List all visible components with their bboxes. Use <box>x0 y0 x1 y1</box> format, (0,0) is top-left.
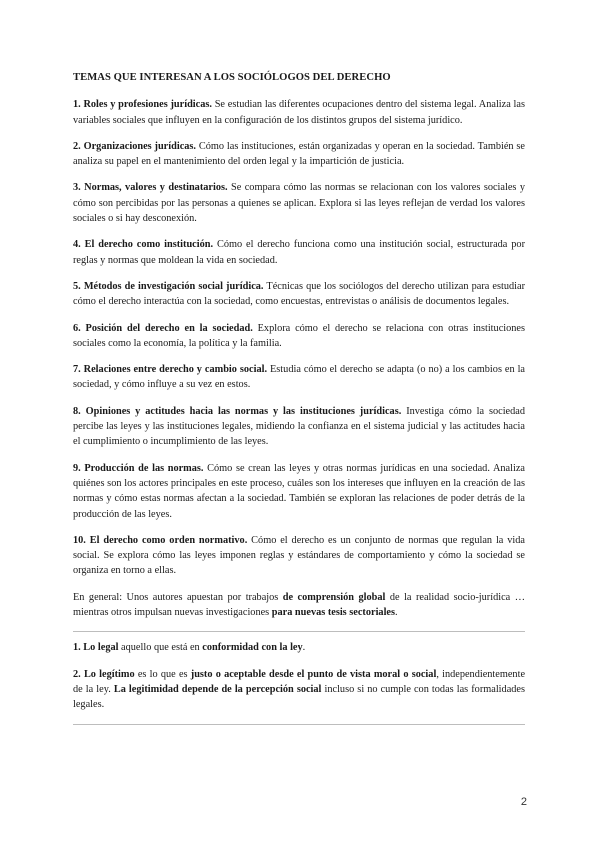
topic-paragraph <box>73 279 525 310</box>
topic-body: Se compara cómo las normas se relacionan con los valores sociales y cómo son percibidas por las personas a quienes se aplican. Explora si las leyes reflejan de verdad los valores sociales o si hay desconexión. <box>73 182 525 225</box>
topic-heading: 2. Organizaciones jurídicas. <box>73 140 197 152</box>
topic-heading: 4. El derecho como institución. <box>73 239 214 251</box>
legitimo-text-1: es lo que es <box>134 668 191 680</box>
topic-heading: 5. Métodos de investigación social jurídica. <box>73 280 264 292</box>
topic-body: Investiga cómo la sociedad percibe las leyes y las instituciones legales, midiendo la confianza en el sistema judicial y las actitudes hacia el cumplimiento o incumplimiento de las leyes. <box>73 405 525 448</box>
topics-list <box>73 97 525 578</box>
topic-heading: 10. El derecho como orden normativo. <box>73 534 248 546</box>
general-text-3: . <box>395 607 398 619</box>
topic-body: Explora cómo el derecho se relaciona con otras instituciones sociales como la economía, la política y la familia. <box>73 322 525 349</box>
topic-paragraph <box>73 97 525 128</box>
divider-1 <box>73 631 525 632</box>
legitimo-bold-3: La legitimidad depende de la percepción social <box>113 683 322 695</box>
topic-paragraph <box>73 321 525 352</box>
legitimo-text-3: incluso si no cumple con todas las formalidades legales. <box>73 683 525 711</box>
topic-body: Cómo el derecho es un conjunto de normas que regulan la vida social. Se explora cómo las leyes imponen reglas y estándares de comportamiento y cómo la sociedad se organiza en torno a ellas. <box>73 534 525 577</box>
topic-body: Cómo las instituciones, están organizadas y operan en la sociedad. También se analiza su papel en el mantenimiento del orden legal y la impartición de justicia. <box>73 140 526 168</box>
topic-body: Se estudian las diferentes ocupaciones dentro del sistema legal. Analiza las variables sociales que influyen en la configuración de los distintos grupos del sistema jurídico. <box>73 99 525 126</box>
topic-heading: 6. Posición del derecho en la sociedad. <box>73 322 253 334</box>
topic-body: Cómo se crean las leyes y otras normas jurídicas en una sociedad. Analiza quiénes son los actores principales en este proceso, cuáles son los intereses que influyen en la creación de las normas y cómo estas normas afectan a la sociedad. También se exploran las relaciones de poder detrás de la producción de las leyes. <box>73 462 525 520</box>
topic-heading: 3. Normas, valores y destinatarios. <box>73 182 228 194</box>
legitimo-bold-1: 2. Lo legítimo <box>73 668 135 680</box>
topic-paragraph <box>73 533 525 579</box>
topic-body: Técnicas que los sociólogos del derecho utilizan para estudiar cómo el derecho interactúa con la sociedad, como encuestas, entrevistas o análisis de documentos legales. <box>73 280 525 308</box>
legal-bold-1: 1. Lo legal <box>73 642 119 654</box>
legitimo-paragraph <box>73 667 525 713</box>
divider-2 <box>73 724 525 725</box>
legal-paragraph <box>73 640 525 655</box>
legal-text-2: . <box>302 642 306 654</box>
topic-paragraph <box>73 461 525 522</box>
topic-paragraph <box>73 362 525 393</box>
topic-heading: 9. Producción de las normas. <box>73 462 204 474</box>
general-paragraph <box>73 590 525 621</box>
topic-body: Estudia cómo el derecho se adapta (o no) a los cambios en la sociedad, y cómo influye a su vez en estos. <box>73 364 526 391</box>
topic-heading: 1. Roles y profesiones jurídicas. <box>73 99 212 111</box>
document-page <box>73 70 525 733</box>
general-text-1: En general: Unos autores apuestan por trabajos <box>73 591 283 603</box>
topic-paragraph <box>73 404 525 450</box>
general-bold-1: de comprensión global <box>282 591 386 603</box>
legal-bold-2: conformidad con la ley <box>202 642 303 654</box>
legal-text-1: aquello que está en <box>118 642 203 654</box>
document-title: TEMAS QUE INTERESAN A LOS SOCIÓLOGOS DEL DERECHO <box>73 72 391 83</box>
legitimo-text-2: , independientemente de la ley. <box>73 668 526 695</box>
general-text-2: de la realidad socio-jurídica …mientras otros impulsan nuevas investigaciones <box>73 591 526 619</box>
topic-paragraph <box>73 180 525 226</box>
topic-heading: 7. Relaciones entre derecho y cambio social. <box>73 364 268 376</box>
topic-paragraph <box>73 139 525 170</box>
page-number: 2 <box>520 796 527 808</box>
topic-heading: 8. Opiniones y actitudes hacia las normas y las instituciones jurídicas. <box>73 405 402 417</box>
general-bold-2: para nuevas tesis sectoriales <box>271 607 396 619</box>
legitimo-bold-2: justo o aceptable desde el punto de vista moral o social <box>190 668 437 680</box>
topic-paragraph <box>73 237 525 268</box>
topic-body: Cómo el derecho funciona como una institución social, estructurada por reglas y normas que moldean la vida en sociedad. <box>73 239 525 266</box>
